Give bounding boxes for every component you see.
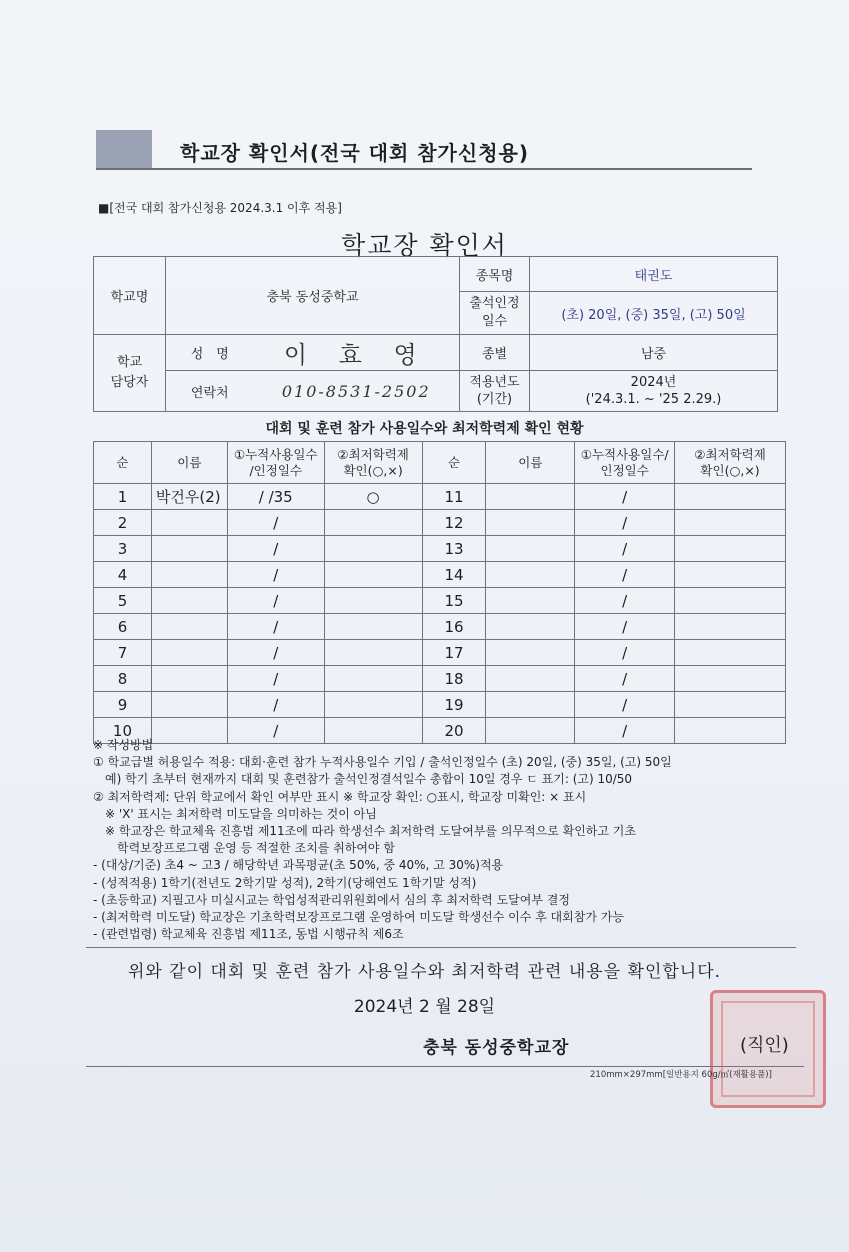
row-days-left: /	[227, 510, 324, 536]
col-seq-right: 순	[422, 442, 486, 484]
row-seq-left: 4	[94, 562, 152, 588]
table-row	[94, 614, 786, 640]
row-check-left	[324, 692, 422, 718]
row-days-left: /	[227, 588, 324, 614]
row-check-right	[675, 536, 786, 562]
row-days-right: /	[575, 692, 675, 718]
row-days-left: /	[227, 536, 324, 562]
row-name-left	[151, 536, 227, 562]
row-check-right	[675, 666, 786, 692]
row-check-right	[675, 614, 786, 640]
row-days-left: / /35	[227, 484, 324, 510]
row-name-right	[486, 536, 575, 562]
row-name-right	[486, 484, 575, 510]
phone-label: 연락처	[166, 371, 254, 412]
paper-spec: 210mm×297mm[일반용지 60g/㎡(재활용품)]	[590, 1070, 772, 1080]
row-name-right	[486, 666, 575, 692]
col-seq-left: 순	[94, 442, 152, 484]
row-name-right	[486, 692, 575, 718]
row-name-right	[486, 614, 575, 640]
table-row	[94, 692, 786, 718]
col-name-left: 이름	[151, 442, 227, 484]
note-line: - (최저학력 미도달) 학교장은 기초학력보장프로그램 운영하여 미도달 학생선수 이수 후 대회참가 가능	[93, 910, 624, 925]
row-name-left	[151, 614, 227, 640]
row-days-right: /	[575, 666, 675, 692]
row-check-right	[675, 588, 786, 614]
row-check-right	[675, 562, 786, 588]
row-seq-left: 2	[94, 510, 152, 536]
confirmation-date: 2024년 2 월 28일	[353, 997, 496, 1017]
phone-value: 010-8531-2502	[254, 371, 460, 412]
row-seq-right: 18	[422, 666, 486, 692]
table-row	[94, 536, 786, 562]
note-line: - (관련법령) 학교체육 진흥법 제11조, 동법 시행규칙 제6조	[93, 927, 404, 942]
gender-label: 종별	[460, 335, 530, 371]
row-seq-left: 8	[94, 666, 152, 692]
note-line: ※ 작성방법	[93, 738, 154, 752]
note-line: 예) 학기 초부터 현재까지 대회 및 훈련참가 출석인정결석일수 총합이 10일 경우 ㄷ 표기: (고) 10/50	[93, 772, 633, 787]
row-seq-left: 3	[94, 536, 152, 562]
document-title: 학교장 확인서	[341, 231, 508, 260]
row-check-left	[324, 588, 422, 614]
row-seq-right: 14	[422, 562, 486, 588]
row-seq-left: 9	[94, 692, 152, 718]
school-value: 충북 동성중학교	[166, 257, 460, 335]
row-check-right	[675, 640, 786, 666]
participants-table	[93, 441, 786, 744]
name-label: 성 명	[166, 335, 254, 371]
year-label: 적용년도 (기간)	[460, 371, 530, 412]
row-seq-left: 1	[94, 484, 152, 510]
table-row	[94, 640, 786, 666]
row-seq-right: 12	[422, 510, 486, 536]
row-seq-right: 19	[422, 692, 486, 718]
row-days-left: /	[227, 562, 324, 588]
contact-label: 학교 담당자	[94, 335, 166, 412]
year-value: 2024년 ('24.3.1. ~ '25 2.29.)	[530, 371, 778, 412]
row-check-left	[324, 562, 422, 588]
header-title: 학교장 확인서(전국 대회 참가신청용)	[180, 141, 529, 165]
row-name-left	[151, 692, 227, 718]
event-label: 종목명	[460, 257, 530, 292]
row-days-right: /	[575, 484, 675, 510]
row-check-left	[324, 614, 422, 640]
row-days-right: /	[575, 718, 675, 744]
note-line: ※ 학교장은 학교체육 진흥법 제11조에 따라 학생선수 최저학력 도달여부를 의무적으로 확인하고 기초	[93, 824, 636, 839]
row-check-left	[324, 536, 422, 562]
row-days-left: /	[227, 614, 324, 640]
principal-name: 충북 동성중학교장	[423, 1038, 570, 1058]
row-seq-right: 11	[422, 484, 486, 510]
seal-label: (직인)	[740, 1035, 789, 1056]
row-name-left	[151, 562, 227, 588]
form-subtitle: ■[전국 대회 참가신청용 2024.3.1 이후 적용]	[98, 201, 342, 215]
row-seq-left: 6	[94, 614, 152, 640]
note-line: - (대상/기준) 초4 ~ 고3 / 해당학년 과목평균(초 50%, 중 40%, 고 30%)적용	[93, 858, 504, 873]
col-academic-left: ②최저학력제 확인(○,×)	[324, 442, 422, 484]
table-row	[94, 588, 786, 614]
row-days-right: /	[575, 510, 675, 536]
note-line: ※ 'X' 표시는 최저학력 미도달을 의미하는 것이 아님	[93, 806, 377, 821]
header-decoration	[96, 130, 152, 170]
col-days-right: ①누적사용일수/ 인정일수	[575, 442, 675, 484]
row-seq-right: 17	[422, 640, 486, 666]
section-title: 대회 및 훈련 참가 사용일수와 최저학력제 확인 현황	[265, 421, 584, 437]
note-line: ① 학교급별 허용일수 적용: 대회·훈련 참가 누적사용일수 기입 / 출석인정일수 (초) 20일, (중) 35일, (고) 50일	[93, 755, 672, 770]
row-seq-left: 10	[94, 718, 152, 744]
row-days-right: /	[575, 640, 675, 666]
attendance-value: (초) 20일, (중) 35일, (고) 50일	[530, 292, 778, 335]
confirm-rule	[86, 947, 796, 948]
row-check-right	[675, 484, 786, 510]
row-days-left: /	[227, 640, 324, 666]
row-name-right	[486, 640, 575, 666]
table-row	[94, 510, 786, 536]
signature-name: 이 효 영	[254, 335, 460, 371]
row-name-left	[151, 640, 227, 666]
table-row	[94, 484, 786, 510]
row-name-left	[151, 510, 227, 536]
row-seq-left: 7	[94, 640, 152, 666]
note-line: ② 최저학력제: 단위 학교에서 확인 여부만 표시 ※ 학교장 확인: ○표시, 학교장 미확인: × 표시	[93, 789, 587, 804]
row-name-left	[151, 666, 227, 692]
table-row	[94, 562, 786, 588]
row-days-right: /	[575, 562, 675, 588]
row-name-left: 박건우(2)	[151, 484, 227, 510]
row-check-left: ○	[324, 484, 422, 510]
row-check-right	[675, 510, 786, 536]
gender-value: 남중	[530, 335, 778, 371]
header-rule	[96, 168, 752, 170]
row-name-left	[151, 588, 227, 614]
note-line: - (초등학교) 지필고사 미실시교는 학업성적관리위원회에서 심의 후 최저학력 도달여부 결정	[93, 892, 570, 907]
row-days-right: /	[575, 536, 675, 562]
row-check-right	[675, 692, 786, 718]
row-seq-right: 15	[422, 588, 486, 614]
row-seq-right: 20	[422, 718, 486, 744]
event-value: 태권도	[530, 257, 778, 292]
bottom-rule	[86, 1066, 804, 1067]
row-check-left	[324, 510, 422, 536]
col-days-left: ①누적사용일수 /인정일수	[227, 442, 324, 484]
row-days-right: /	[575, 614, 675, 640]
note-line: 학력보장프로그램 운영 등 적절한 조치를 취하여야 함	[93, 841, 395, 856]
attendance-label: 출석인정 일수	[460, 292, 530, 335]
row-seq-right: 16	[422, 614, 486, 640]
confirmation-statement: 위와 같이 대회 및 훈련 참가 사용일수와 최저학력 관련 내용을 확인합니다.	[127, 962, 722, 982]
row-seq-left: 5	[94, 588, 152, 614]
col-name-right: 이름	[486, 442, 575, 484]
school-info-table	[93, 256, 778, 412]
col-academic-right: ②최저학력제 확인(○,×)	[675, 442, 786, 484]
row-name-right	[486, 510, 575, 536]
row-check-left	[324, 640, 422, 666]
row-check-left	[324, 666, 422, 692]
row-days-left: /	[227, 718, 324, 744]
row-days-left: /	[227, 666, 324, 692]
school-label: 학교명	[94, 257, 166, 335]
row-days-right: /	[575, 588, 675, 614]
row-name-right	[486, 588, 575, 614]
row-name-right	[486, 562, 575, 588]
table-row	[94, 666, 786, 692]
instructions	[93, 737, 813, 943]
row-days-left: /	[227, 692, 324, 718]
note-line: - (성적적용) 1학기(전년도 2학기말 성적), 2학기(당해연도 1학기말 성적)	[93, 875, 477, 890]
row-seq-right: 13	[422, 536, 486, 562]
